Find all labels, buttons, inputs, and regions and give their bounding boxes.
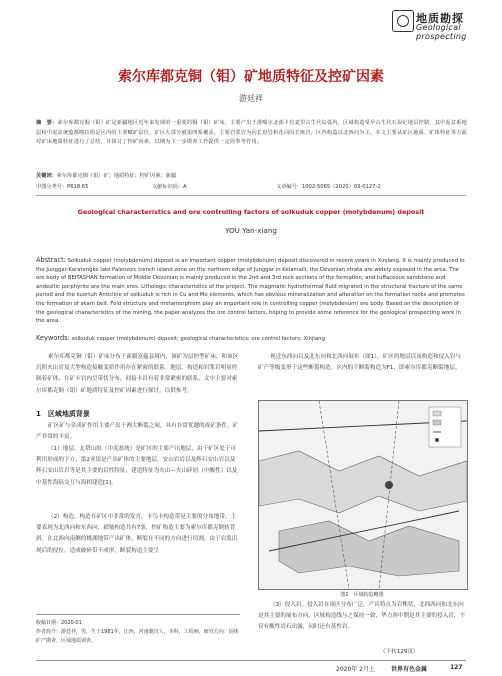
article-number: 文章编号：1002-5065（2020）03-0127-2 [276,184,381,190]
keywords-en-label: Keywords: [36,334,70,342]
paper-title-en: Geological characteristics and ore controlling factors of solkuduk copper (molybdenum) deposit [77,208,425,216]
keywords-en-text: solkuduk copper (molybdenum) deposit; geological characteristics; ore control factors; Xinjiang [71,336,325,342]
document-code: 文献标识码：A [152,184,187,190]
author-en: YOU Yan-xiang [225,226,277,235]
abstract-cn-label: 摘 要： [36,120,58,126]
keywords-cn-text: 索尔库都克铜（钼）矿；地质特征；控矿因素；新疆 [56,173,177,179]
abstract-cn-text: 索尔库都克铜（钼）矿是新疆地区近年来发现的一重要的铜（钼）矿床，主要产出于准噶尔北部卡拉麦里古生代岛弧内，区域构造受早古生代石炭纪地层控制，其中泥盆系地层和中泥盆统蕴都喀拉组是区内的主要赋矿层位，矿区大部分被第四系覆盖，主要岩浆岩为闪长玢岩和花岗闪长斑岩，区内构造以北西向为主。本文主要从矿区地质、矿体特征等方面对矿床地质特征进行了总结，并探讨了控矿因素，以期为下一步勘查工作提供一定的参考作用。 [36,120,468,146]
body-para-1: 矿区矿与金成矿作用主要产出于两大断裂之间，具有非常优越的成矿条件，矿产非常的丰富。 [36,423,239,441]
logo-title-en: Geological prospecting [416,23,467,41]
paper-title-cn: 索尔库都克铜（钼）矿地质特征及控矿因素 [118,69,384,85]
section-heading-1: 1 区域地质背景 [36,410,90,418]
logo-mark-icon [392,10,414,32]
keywords-cn-label: 关键词： [36,173,57,179]
keywords-cn [36,172,468,179]
received-date: 收稿日期：2020-01 [36,620,82,626]
figure-caption: 图1 区域构造略图 [340,592,384,598]
body-intro: 索尔库都克铜（钼）矿床分布于新疆富蕴县境内，该矿为层控型矿床，和该区沉积火山岩及大型构造接触变质作用存在紧密的联系。地层、构造和岩浆岩明显控制着矿体，在矿卡岩内呈带状分布，间接卡岩有着非常紧密的联系。文中主要对索尔库都克铜（钼）矿地质特征及控矿因素进行探讨，以供参考。 [36,354,239,394]
body-para-4: （3）侵入岩。侵入岩在该区分布广泛，产出特点为岩株状，北西西向和北东向是其主要的展布方向，区域构造线与之保持一致，华力西中期是其主要的侵入岩，不仅有酸性岩石出露，同时还有基性岩。 [258,602,465,631]
author-cn: 游廷祥 [239,94,263,103]
abstract-cn [36,119,468,148]
clc-number: 中图分类号：P618.65 [36,184,89,190]
journal-logo [392,10,494,41]
abstract-en-label: Abstract: [36,256,66,264]
body-para-3: （2）构造。构造在矿区中非常的发育，卡乌卡构造带是主要的分布地带，主要表现为北西向和东西向，褶皱构造共有7条，控矿构造主要为索尔库都克倒转背斜。在北西向南侧的桃湖地带产出矿体，断裂在不同的方向进行切割，由于岩浆出现后的侵位，造成破碎带不成形，断裂构造主要呈 [36,514,238,554]
author-bio: 作者简介：游廷祥，男，生于1981年，江西，河南籍汉人，本科，工程师，研究方向：固体矿产勘查，区域地质调查。 [36,629,239,644]
page-footer [36,660,466,671]
logo-title-cn: 地质勘探 [416,12,464,25]
body-col2-top: 现近东西向以及北东向和北西向展布（图1）。矿区的地层以及构造和侵入岩与矿产等级变形于这些断裂构造。区内的主断裂构造为F1，即索尔库都克断裂地层。 [258,354,461,372]
abstract-en-text: Solkuduk copper (molybdenum) deposit is an important copper (molybdenum) deposit discovered in recent years in Xinjiang. It is mainly produced in the Junggar-Karatongke late Paleozoic trench island zone on the northern edge of Junggar in Kelamaili, the Devonian strata are widely exposed in the area. The ore body of BEITASHAN formation of Middle Devonian is mainly produced in the 2nd and 3rd rock sections of the formation, and tuffaceous sandstone and andesitic porphyrite are the main ores. Lithologic characteristics of the project. The magmatic hydrothermal fluid migrated in the structural fracture of the same period and the kuortuh Anticline of solkuduk is rich in Cu and Mo elements, which has obvious mineralization and alteration on the formation rocks and promotes the formation of skarn belt. Fold structure and metamorphism play an important role in controlling copper (molybdenum) ore body. Based on the description of the geological characteristics of the mining, the paper analyzes the ore control factors, hoping to provide some reference for the geological prospecting work in the area. [36,258,465,325]
continued-note: （下转129页） [380,649,419,655]
keywords-en [36,334,468,342]
footnote [36,614,240,646]
regional-tectonic-map [258,400,468,590]
divider [36,195,466,196]
journal-name: 世界有色金属 [391,666,428,673]
issue-date: 2020年 2月上 [336,666,375,673]
body-para-2: （1）地层。北塔山组（中泥盆统）是矿区的主要产出地层，由于矿区处于可利用形成的下方，第2亚组是产出矿体的主要地层，安山岩岩以及辉石安山岩以及辉石安山岩岩等是其主要的岩性特征，建造特征为火山—火山碎屑（中酸性）以及中基性海陆交互与海相建造[1]。 [36,446,238,486]
map-drawing [259,401,467,589]
abstract-en [36,256,468,326]
page-number: 127 [450,664,463,671]
